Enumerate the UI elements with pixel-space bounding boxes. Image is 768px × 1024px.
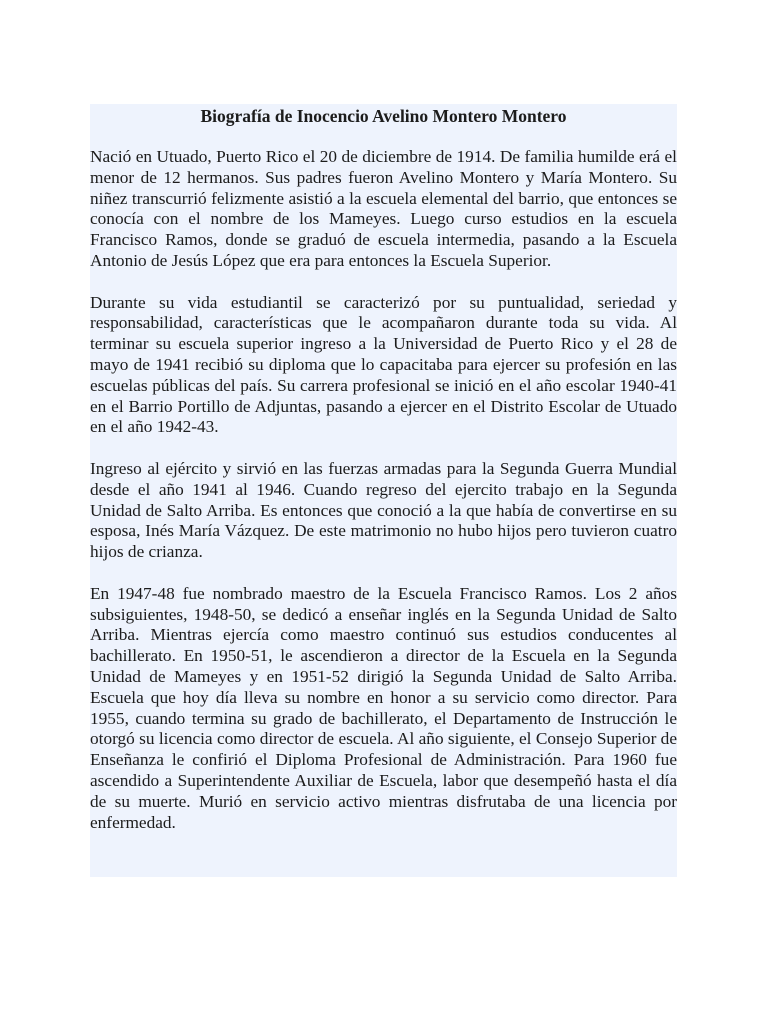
- paragraph-birth-childhood: Nació en Utuado, Puerto Rico el 20 de diciembre de 1914. De familia humilde erá el menor de 12 hermanos. Sus padres fueron Avelino Montero y María Montero. Su niñez transcurrió felizmente asistió a la escuela elemental del barrio, que entonces se conocía con el nombre de los Mameyes. Luego curso estudios en la escuela Francisco Ramos, donde se graduó de escuela intermedia, pasando a la Escuela Antonio de Jesús López que era para entonces la Escuela Superior.: [90, 147, 677, 270]
- document-block: [90, 104, 677, 877]
- paragraph-student-life: Durante su vida estudiantil se caracterizó por su puntualidad, seriedad y responsabilidad, características que le acompañaron durante toda su vida. Al terminar su escuela superior ingreso a la Universidad de Puerto Rico y el 28 de mayo de 1941 recibió su diploma que lo capacitaba para ejercer su profesión en las escuelas públicas del país. Su carrera profesional se inició en el año escolar 1940-41 en el Barrio Portillo de Adjuntas, pasando a ejercer en el Distrito Escolar de Utuado en el año 1942-43.: [90, 292, 677, 437]
- paragraph-military-marriage: Ingreso al ejército y sirvió en las fuerzas armadas para la Segunda Guerra Mundial desde el año 1941 al 1946. Cuando regreso del ejercito trabajo en la Segunda Unidad de Salto Arriba. Es entonces que conoció a la que había de convertirse en su esposa, Inés María Vázquez. De este matrimonio no hubo hijos pero tuvieron cuatro hijos de crianza.: [90, 458, 677, 562]
- document-body: [90, 147, 677, 833]
- document-title: Biografía de Inocencio Avelino Montero Montero: [200, 106, 567, 126]
- paragraph-career: En 1947-48 fue nombrado maestro de la Escuela Francisco Ramos. Los 2 años subsiguientes, 1948-50, se dedicó a enseñar inglés en la Segunda Unidad de Salto Arriba. Mientras ejercía como maestro continuó sus estudios conducentes al bachillerato. En 1950-51, le ascendieron a director de la Escuela en la Segunda Unidad de Mameyes y en 1951-52 dirigió la Segunda Unidad de Salto Arriba. Escuela que hoy día lleva su nombre en honor a su servicio como director. Para 1955, cuando termina su grado de bachillerato, el Departamento de Instrucción le otorgó su licencia como director de escuela. Al año siguiente, el Consejo Superior de Enseñanza le confirió el Diploma Profesional de Administración. Para 1960 fue ascendido a Superintendente Auxiliar de Escuela, labor que desempeñó hasta el día de su muerte. Murió en servicio activo mientras disfrutaba de una licencia por enfermedad.: [90, 583, 677, 832]
